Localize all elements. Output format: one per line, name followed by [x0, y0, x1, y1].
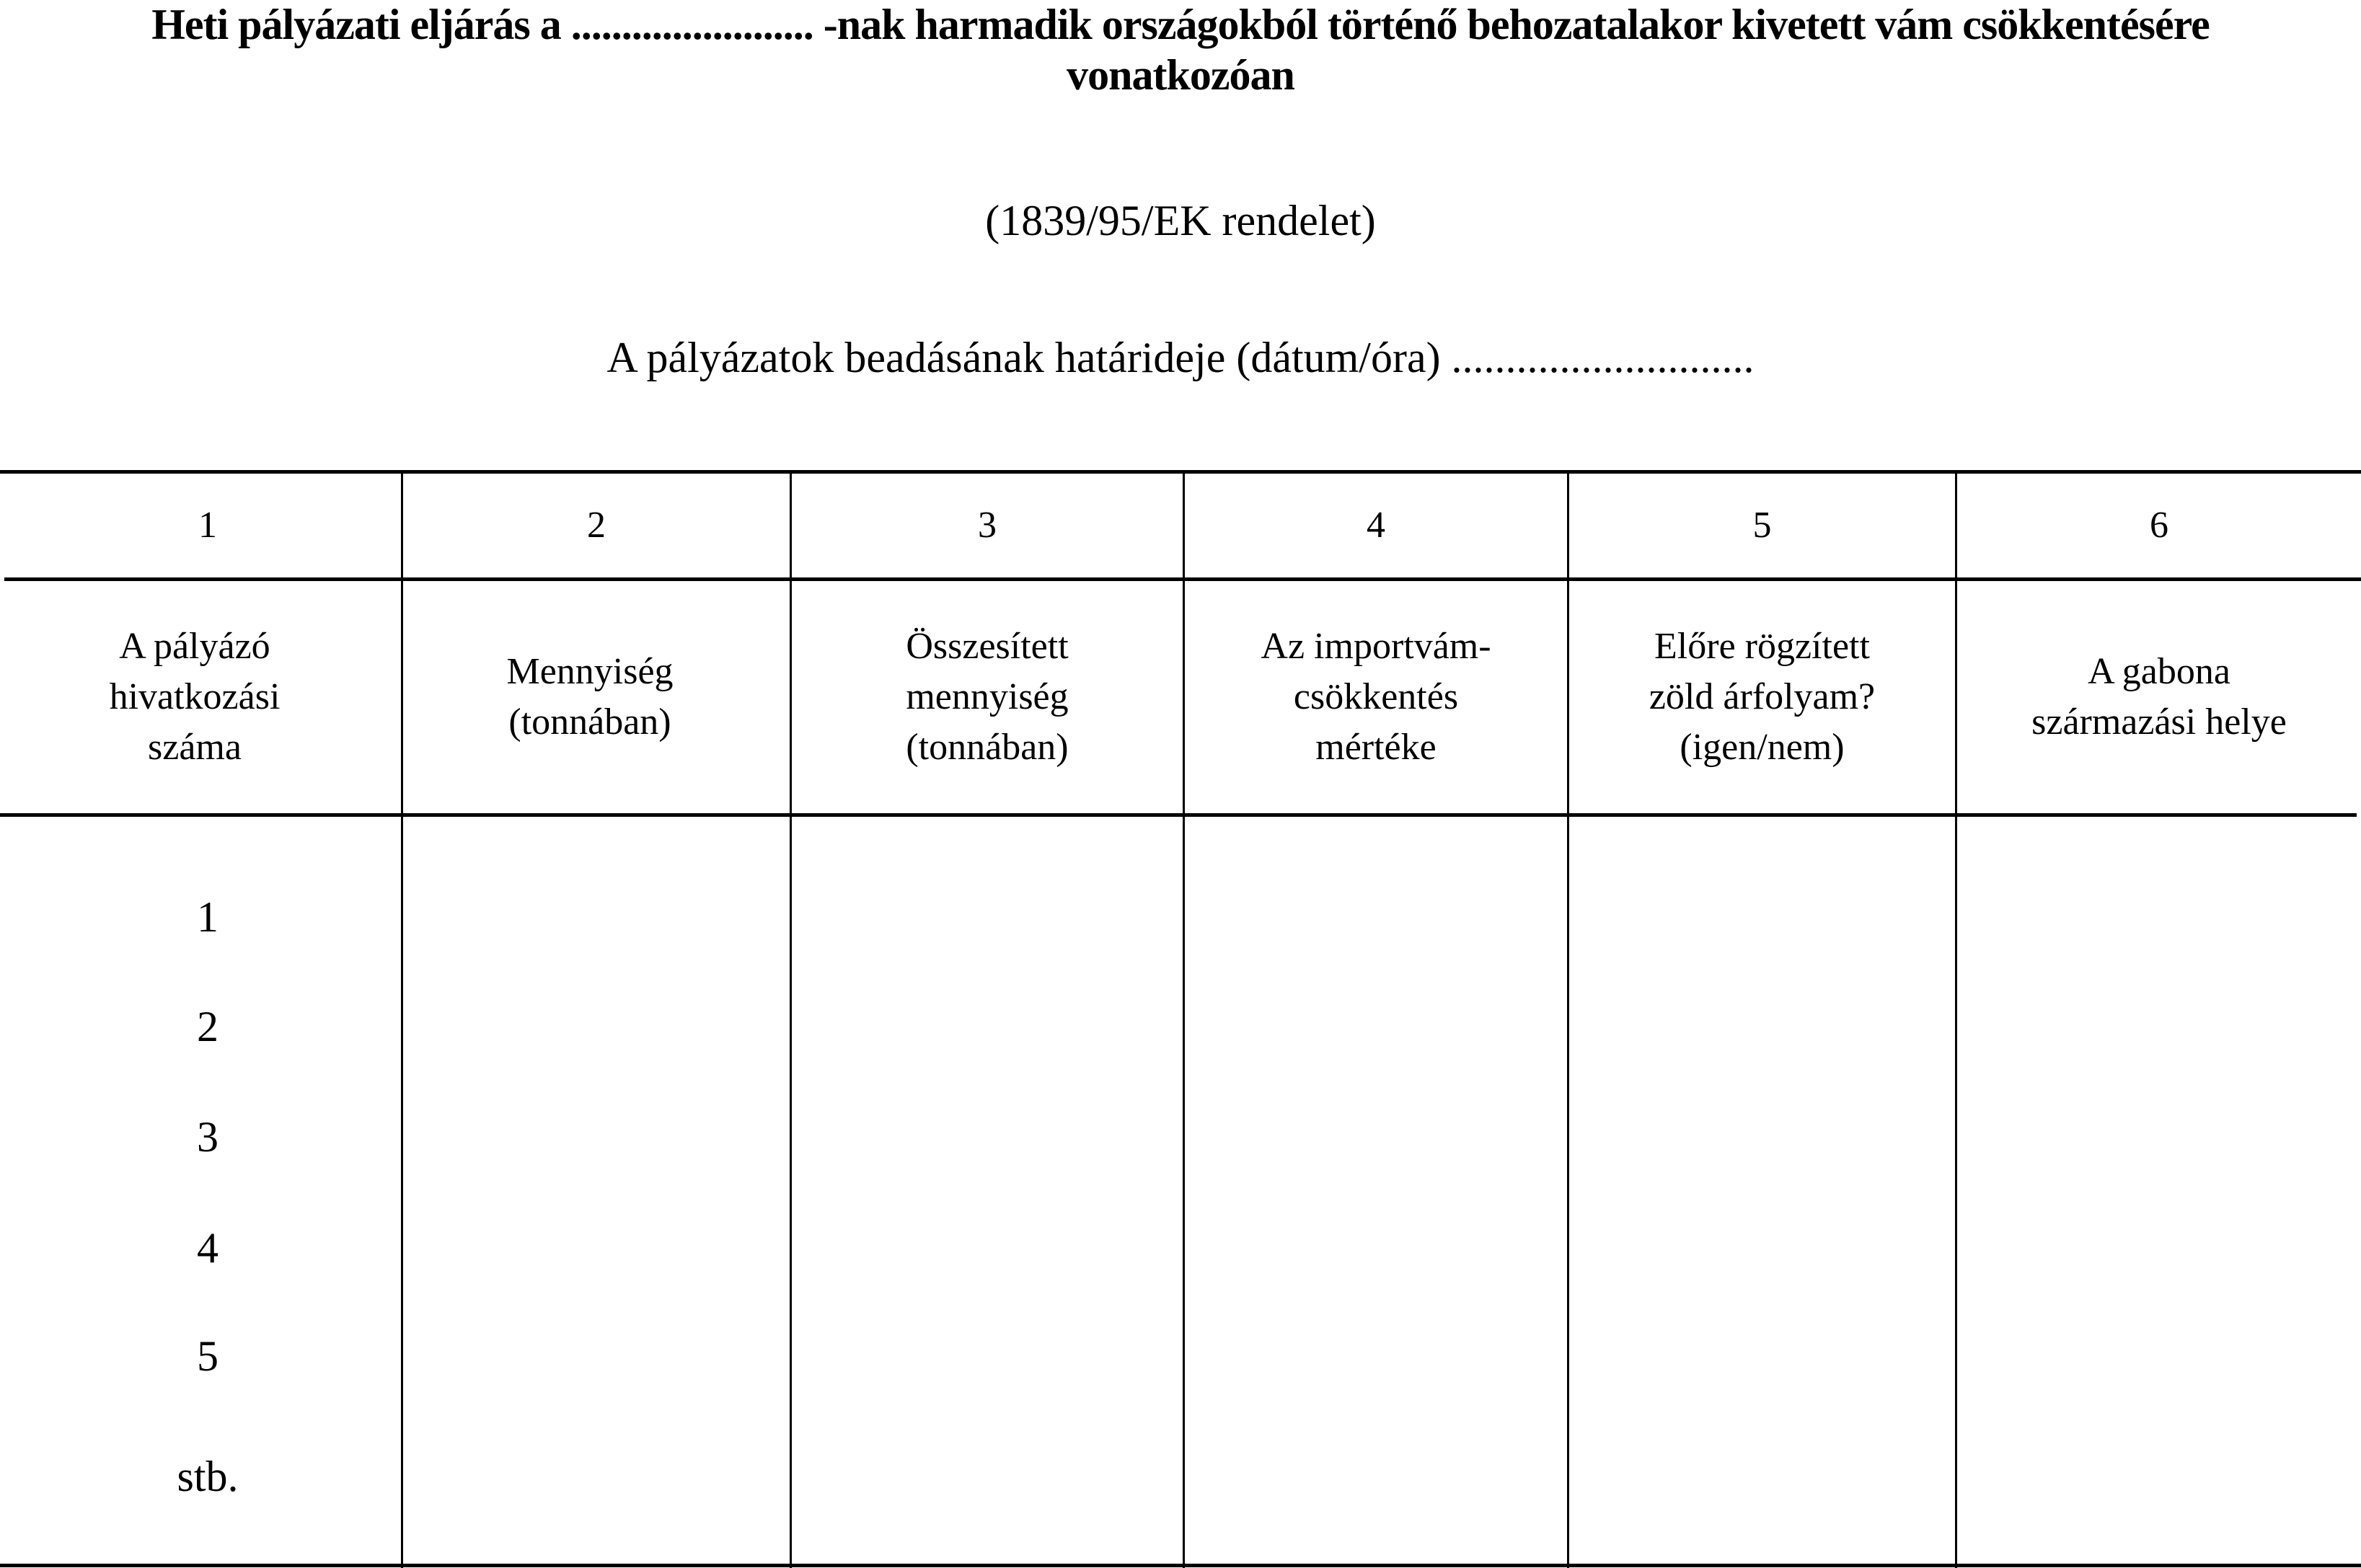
form-title-line-1: Heti pályázati eljárás a ........................ -nak harmadik országokból történő behozatalakor kivetett vám csökkentésére [151, 1, 2210, 48]
row-number: stb. [177, 1453, 239, 1500]
header-grain-origin: A gabona származási helye [2031, 651, 2287, 743]
row-number: 3 [197, 1113, 219, 1161]
column-number: 3 [978, 505, 997, 546]
row-number: 5 [197, 1332, 219, 1380]
row-number: 4 [197, 1224, 219, 1272]
row-number: 1 [197, 893, 219, 941]
form-title-line-2: vonatkozóan [1067, 51, 1294, 99]
column-number: 2 [587, 505, 606, 546]
column-number: 4 [1367, 505, 1385, 546]
column-number: 1 [198, 505, 217, 546]
header-total-quantity: Összesített mennyiség (tonnában) [906, 626, 1069, 768]
row-number: 2 [197, 1003, 219, 1050]
column-number: 6 [2150, 505, 2168, 546]
table-bottom-border [0, 1564, 2361, 1567]
header-applicant-reference: A pályázó hivatkozási száma [109, 626, 281, 768]
submission-deadline: A pályázatok beadásának határideje (dátum/óra) ............................ [606, 334, 1755, 381]
column-number: 5 [1752, 505, 1772, 546]
header-duty-reduction: Az importvám- csökkentés mértéke [1261, 626, 1491, 768]
header-row-border [0, 813, 2357, 817]
header-green-rate: Előre rögzített zöld árfolyam? (igen/nem) [1649, 626, 1876, 768]
regulation-reference: (1839/95/EK rendelet) [985, 197, 1376, 244]
header-quantity: Mennyiség (tonnában) [506, 651, 674, 743]
